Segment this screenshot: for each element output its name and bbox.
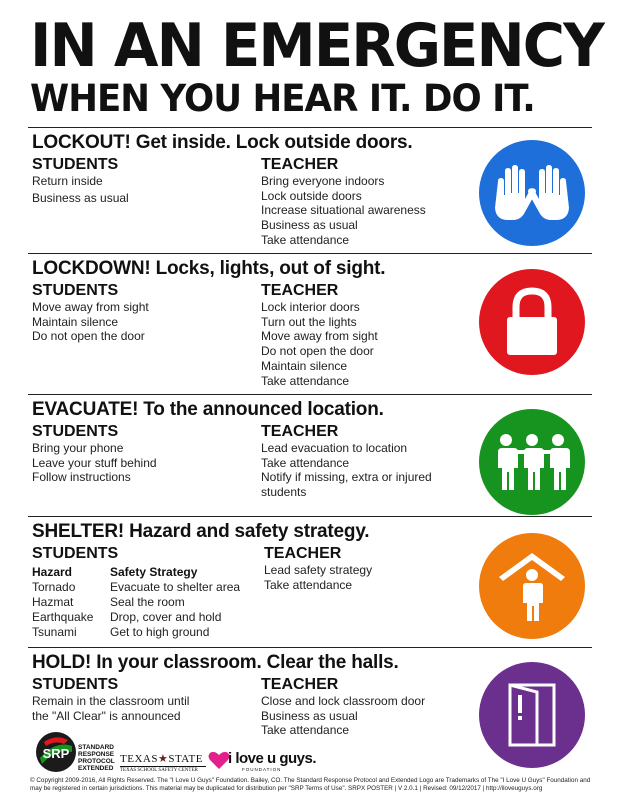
hazard-item: Tsunami [32, 625, 77, 639]
lockout-students [32, 156, 129, 205]
teacher-heading: TEACHER [264, 545, 342, 562]
strategy-heading: Safety Strategy [110, 565, 198, 579]
lockdown-title: LOCKDOWN! Locks, lights, out of sight. [32, 258, 386, 279]
list-item: Business as usual [32, 190, 129, 205]
shelter-students [32, 545, 118, 563]
evacuate-students [32, 423, 157, 485]
students-heading: STUDENTS [32, 676, 119, 693]
iloveuguys-text: i love u guys. [228, 750, 317, 767]
evacuate-title: EVACUATE! To the announced location. [32, 399, 384, 420]
star-icon: ★ [157, 753, 169, 765]
evacuate-section [28, 394, 592, 517]
strategy-item: Seal the room [110, 595, 185, 609]
srp-text-line: RESPONSE [78, 751, 115, 758]
strategy-item: Evacuate to shelter area [110, 580, 241, 594]
list-item: Do not open the door [261, 344, 374, 359]
srp-text-line: EXTENDED [78, 765, 114, 772]
list-item: Follow instructions [32, 470, 131, 485]
list-item: Bring your phone [32, 441, 124, 455]
poster-footer [0, 728, 620, 803]
texas-state-logo [120, 752, 206, 773]
students-heading: STUDENTS [32, 545, 119, 562]
people-icon [492, 432, 572, 492]
texas-state-sub: TEXAS SCHOOL SAFETY CENTER [120, 766, 206, 773]
hold-title: HOLD! In your classroom. Clear the halls. [32, 652, 399, 673]
list-item: Take attendance [264, 577, 353, 592]
list-item: Remain in the classroom until [32, 694, 190, 708]
lockdown-circle [479, 269, 585, 375]
list-item: Lead safety strategy [264, 563, 373, 577]
evacuate-circle [479, 409, 585, 515]
srp-logo-icon [34, 730, 78, 774]
list-item: Lead evacuation to location [261, 441, 408, 455]
list-item: Take attendance [261, 455, 350, 470]
lockout-title: LOCKOUT! Get inside. Lock outside doors. [32, 132, 413, 153]
list-item: Turn out the lights [261, 314, 357, 329]
list-item: Notify if missing, extra or injured [261, 470, 432, 485]
hands-icon [490, 163, 574, 223]
list-item: Take attendance [261, 723, 350, 738]
shelter-section [28, 516, 592, 648]
lockout-section [28, 127, 592, 254]
strategy-item: Drop, cover and hold [110, 610, 222, 624]
list-item: Leave your stuff behind [32, 455, 157, 470]
shelter-hazard-table [32, 565, 262, 645]
list-item: Maintain silence [261, 358, 348, 373]
lockout-circle [479, 140, 585, 246]
texas-state-wordmark [120, 752, 206, 765]
srp-text-line: STANDARD [78, 744, 114, 751]
shelter-circle [479, 533, 585, 639]
teacher-heading: TEACHER [261, 156, 339, 173]
poster-header [30, 11, 603, 120]
copyright-fine-print: © Copyright 2009-2016, All Rights Reserved. The "I Love U Guys" Foundation. Bailey, CO. The Standard Response Protocol and Extended Logo are Trademarks of The "I Love U Guys" Foundation and may be registered in certain jurisdictions. This material may be duplicated for distribution per "SRP Terms of Use". SRPX POSTER | V 2.0.1 | Revised: 09/12/2017 | http://iloveuguys.org [30, 777, 591, 792]
list-item: Business as usual [261, 708, 358, 723]
teacher-heading: TEACHER [261, 676, 339, 693]
list-item: Increase situational awareness [261, 203, 426, 218]
students-heading: STUDENTS [32, 282, 119, 299]
sheltered-person-icon [497, 551, 567, 621]
list-item: Take attendance [261, 232, 350, 247]
list-item: Take attendance [261, 373, 350, 388]
iloveuguys-sub: FOUNDATION [242, 767, 282, 772]
students-heading: STUDENTS [32, 156, 119, 173]
srp-logo-text: SRP [42, 746, 70, 761]
poster-subtitle: WHEN YOU HEAR IT. DO IT. [30, 77, 535, 120]
padlock-icon [502, 287, 562, 357]
list-item: students [261, 485, 307, 500]
lockout-teacher [261, 156, 426, 248]
lockdown-teacher [261, 282, 378, 388]
list-item: Business as usual [261, 218, 358, 233]
teacher-heading: TEACHER [261, 423, 339, 440]
list-item: Lock interior doors [261, 300, 360, 314]
hazard-item: Tornado [32, 580, 76, 594]
list-item: Do not open the door [32, 329, 145, 344]
srp-text-line: PROTOCOL [78, 758, 115, 765]
list-item: Move away from sight [261, 329, 378, 344]
texas-text: TEXAS [120, 753, 158, 765]
hazard-item: Hazmat [32, 595, 74, 609]
list-item: Maintain silence [32, 314, 119, 329]
lockdown-students [32, 282, 149, 344]
shelter-title: SHELTER! Hazard and safety strategy. [32, 521, 370, 542]
list-item: Close and lock classroom door [261, 694, 426, 708]
hold-students [32, 676, 189, 723]
hazard-item: Earthquake [32, 610, 94, 624]
list-item: Move away from sight [32, 300, 149, 314]
srp-wordmark [78, 744, 115, 772]
list-item: Return inside [32, 174, 103, 188]
teacher-heading: TEACHER [261, 282, 339, 299]
hazard-heading: Hazard [32, 565, 73, 579]
list-item: Bring everyone indoors [261, 174, 385, 188]
heart-icon [208, 750, 230, 770]
list-item: Lock outside doors [261, 188, 362, 203]
lockdown-section [28, 253, 592, 395]
shelter-teacher [264, 545, 372, 592]
strategy-item: Get to high ground [110, 625, 210, 639]
poster-title: IN AN EMERGENCY [30, 11, 603, 81]
evacuate-teacher [261, 423, 432, 500]
students-heading: STUDENTS [32, 423, 119, 440]
list-item: the "All Clear" is announced [32, 708, 181, 723]
state-text: STATE [168, 753, 203, 765]
